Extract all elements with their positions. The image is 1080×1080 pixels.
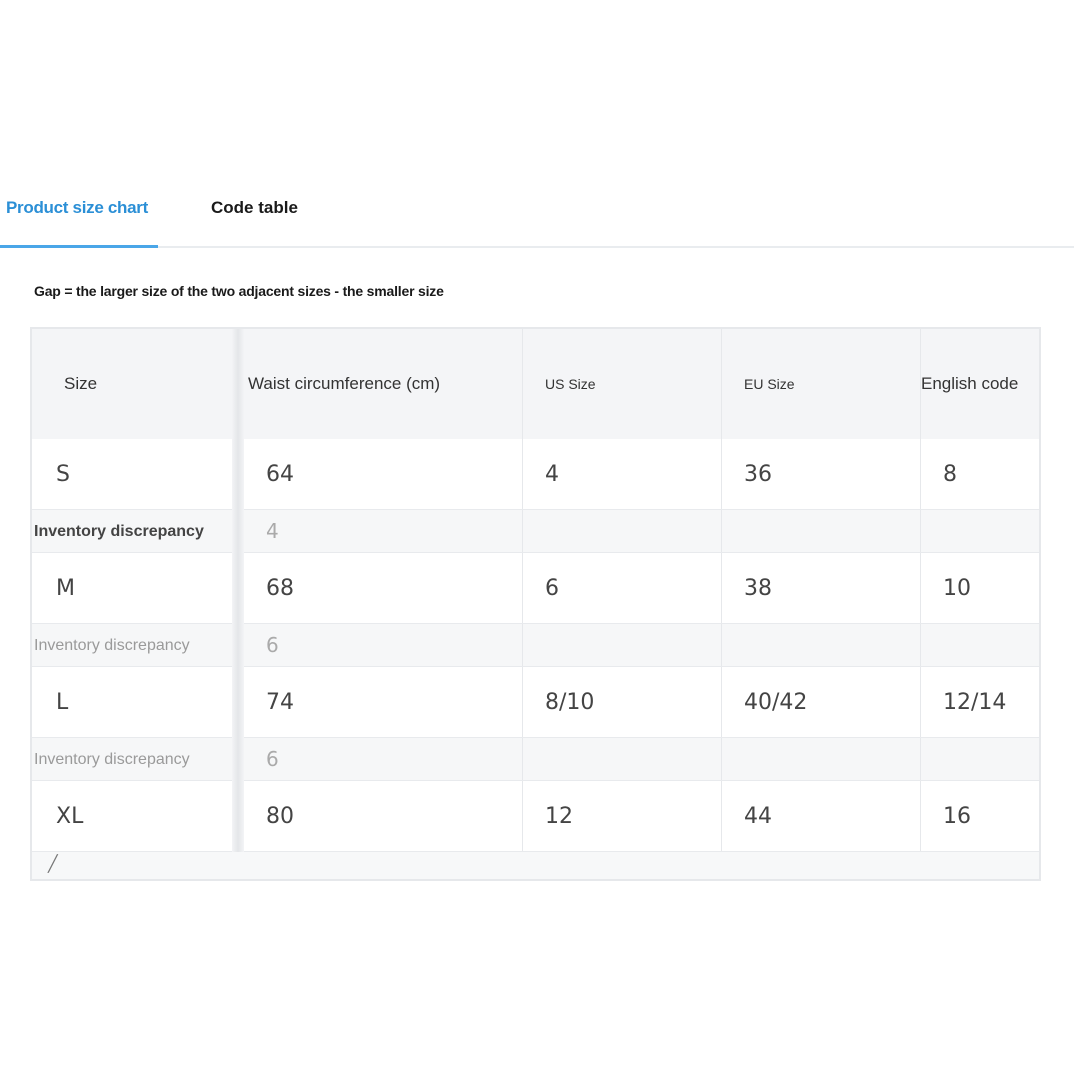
gap-value: 4 <box>266 519 279 543</box>
gap-label: Inventory discrepancy <box>34 636 190 654</box>
tab-bar <box>0 178 1074 248</box>
size-cell: M <box>56 575 75 601</box>
active-tab-indicator <box>0 245 158 248</box>
column-divider-shadow <box>232 329 244 854</box>
eu-size-cell: 38 <box>744 575 772 601</box>
english-code-cell: 10 <box>943 575 971 601</box>
size-cell: S <box>56 461 70 487</box>
header-cell <box>920 329 1039 439</box>
size-cell: XL <box>56 803 84 829</box>
english-code-cell: 16 <box>943 803 971 829</box>
english-code-cell: 12/14 <box>943 689 1007 715</box>
table-header-row <box>32 329 1039 440</box>
header-waist: Waist circumference (cm) <box>248 374 441 393</box>
table-row <box>32 553 1039 624</box>
eu-size-cell: 40/42 <box>744 689 808 715</box>
size-cell: L <box>56 689 69 715</box>
scroll-marker-icon: ╱ <box>48 856 58 873</box>
gap-definition-note: Gap = the larger size of the two adjacent sizes - the smaller size <box>34 283 444 299</box>
header-eu-size: EU Size <box>744 376 795 392</box>
table-row <box>32 667 1039 738</box>
tab-code-table-label: Code table <box>211 198 298 217</box>
waist-cell: 64 <box>266 461 294 487</box>
header-us-size: US Size <box>545 376 596 392</box>
gap-row <box>32 738 1039 781</box>
table-footer <box>32 852 1039 879</box>
gap-value: 6 <box>266 633 279 657</box>
size-table <box>30 327 1041 881</box>
gap-label: Inventory discrepancy <box>34 522 204 540</box>
tab-product-size-chart-label: Product size chart <box>6 198 148 217</box>
gap-row <box>32 510 1039 553</box>
us-size-cell: 8/10 <box>545 689 595 715</box>
table-row <box>32 781 1039 852</box>
tab-product-size-chart[interactable] <box>0 196 158 246</box>
header-cell <box>522 329 721 439</box>
table-row <box>32 439 1039 510</box>
english-code-cell: 8 <box>943 461 957 487</box>
header-english-code: English code <box>921 374 1019 393</box>
gap-value: 6 <box>266 747 279 771</box>
header-size: Size <box>64 374 98 393</box>
waist-cell: 74 <box>266 689 294 715</box>
gap-label: Inventory discrepancy <box>34 750 190 768</box>
eu-size-cell: 44 <box>744 803 772 829</box>
waist-cell: 68 <box>266 575 294 601</box>
us-size-cell: 12 <box>545 803 573 829</box>
us-size-cell: 4 <box>545 461 559 487</box>
header-cell <box>244 329 522 439</box>
eu-size-cell: 36 <box>744 461 772 487</box>
gap-row <box>32 624 1039 667</box>
waist-cell: 80 <box>266 803 294 829</box>
us-size-cell: 6 <box>545 575 559 601</box>
header-cell <box>721 329 920 439</box>
header-cell <box>32 329 234 439</box>
